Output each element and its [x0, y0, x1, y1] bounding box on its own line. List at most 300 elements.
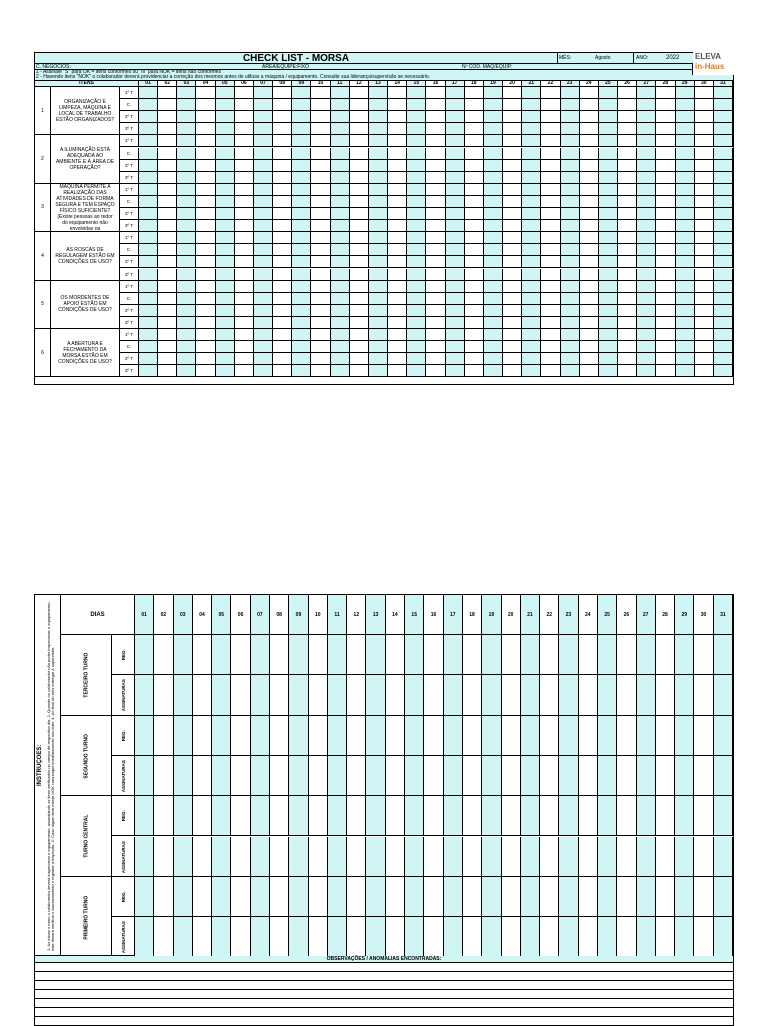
signature-cell[interactable] [694, 796, 713, 836]
check-cell[interactable] [465, 208, 484, 220]
check-cell[interactable] [714, 135, 733, 147]
check-cell[interactable] [350, 365, 369, 377]
check-cell[interactable] [254, 317, 273, 329]
check-cell[interactable] [695, 329, 714, 341]
check-cell[interactable] [350, 329, 369, 341]
signature-cell[interactable] [424, 837, 443, 877]
check-cell[interactable] [656, 281, 675, 293]
signature-cell[interactable] [289, 796, 308, 836]
check-cell[interactable] [465, 111, 484, 123]
check-cell[interactable] [407, 99, 426, 111]
check-cell[interactable] [235, 353, 254, 365]
check-cell[interactable] [522, 353, 541, 365]
check-cell[interactable] [216, 305, 235, 317]
check-cell[interactable] [637, 135, 656, 147]
signature-cell[interactable] [386, 917, 405, 957]
check-cell[interactable] [637, 184, 656, 196]
check-cell[interactable] [541, 208, 560, 220]
check-cell[interactable] [618, 232, 637, 244]
check-cell[interactable] [618, 99, 637, 111]
check-cell[interactable] [388, 317, 407, 329]
check-cell[interactable] [561, 256, 580, 268]
check-cell[interactable] [426, 293, 445, 305]
check-cell[interactable] [656, 256, 675, 268]
check-cell[interactable] [292, 208, 311, 220]
check-cell[interactable] [216, 184, 235, 196]
signature-cell[interactable] [212, 716, 231, 756]
check-cell[interactable] [503, 220, 522, 232]
check-cell[interactable] [484, 269, 503, 281]
check-cell[interactable] [216, 256, 235, 268]
check-cell[interactable] [407, 281, 426, 293]
check-cell[interactable] [311, 256, 330, 268]
signature-cell[interactable] [694, 877, 713, 917]
check-cell[interactable] [158, 317, 177, 329]
check-cell[interactable] [618, 196, 637, 208]
check-cell[interactable] [561, 184, 580, 196]
check-cell[interactable] [196, 365, 215, 377]
signature-cell[interactable] [559, 796, 578, 836]
check-cell[interactable] [503, 353, 522, 365]
check-cell[interactable] [446, 353, 465, 365]
check-cell[interactable] [196, 99, 215, 111]
signature-cell[interactable] [270, 796, 289, 836]
check-cell[interactable] [273, 341, 292, 353]
signature-cell[interactable] [251, 675, 270, 715]
check-cell[interactable] [350, 111, 369, 123]
signature-cell[interactable] [656, 877, 675, 917]
signature-cell[interactable] [366, 877, 385, 917]
check-cell[interactable] [369, 99, 388, 111]
observation-line[interactable] [34, 990, 734, 999]
signature-cell[interactable] [637, 837, 656, 877]
check-cell[interactable] [350, 232, 369, 244]
check-cell[interactable] [407, 135, 426, 147]
check-cell[interactable] [331, 256, 350, 268]
signature-cell[interactable] [714, 837, 733, 877]
check-cell[interactable] [292, 196, 311, 208]
signature-cell[interactable] [251, 877, 270, 917]
check-cell[interactable] [656, 220, 675, 232]
check-cell[interactable] [561, 196, 580, 208]
check-cell[interactable] [331, 232, 350, 244]
check-cell[interactable] [388, 184, 407, 196]
signature-cell[interactable] [617, 756, 636, 796]
check-cell[interactable] [503, 281, 522, 293]
check-cell[interactable] [618, 148, 637, 160]
check-cell[interactable] [196, 184, 215, 196]
check-cell[interactable] [235, 220, 254, 232]
check-cell[interactable] [331, 220, 350, 232]
check-cell[interactable] [599, 293, 618, 305]
signature-cell[interactable] [637, 877, 656, 917]
check-cell[interactable] [139, 269, 158, 281]
check-cell[interactable] [714, 196, 733, 208]
signature-cell[interactable] [328, 756, 347, 796]
check-cell[interactable] [311, 305, 330, 317]
check-cell[interactable] [292, 220, 311, 232]
signature-cell[interactable] [521, 796, 540, 836]
check-cell[interactable] [177, 87, 196, 99]
check-cell[interactable] [311, 135, 330, 147]
check-cell[interactable] [235, 123, 254, 135]
signature-cell[interactable] [482, 877, 501, 917]
signature-cell[interactable] [309, 877, 328, 917]
signature-cell[interactable] [193, 635, 212, 675]
signature-cell[interactable] [309, 716, 328, 756]
signature-cell[interactable] [328, 837, 347, 877]
signature-cell[interactable] [174, 756, 193, 796]
signature-cell[interactable] [328, 917, 347, 957]
check-cell[interactable] [446, 244, 465, 256]
signature-cell[interactable] [174, 675, 193, 715]
check-cell[interactable] [446, 87, 465, 99]
check-cell[interactable] [580, 329, 599, 341]
check-cell[interactable] [158, 293, 177, 305]
check-cell[interactable] [618, 365, 637, 377]
check-cell[interactable] [599, 123, 618, 135]
signature-cell[interactable] [579, 675, 598, 715]
check-cell[interactable] [139, 99, 158, 111]
signature-cell[interactable] [193, 917, 212, 957]
check-cell[interactable] [656, 329, 675, 341]
check-cell[interactable] [561, 293, 580, 305]
check-cell[interactable] [350, 196, 369, 208]
signature-cell[interactable] [463, 796, 482, 836]
check-cell[interactable] [235, 256, 254, 268]
check-cell[interactable] [369, 317, 388, 329]
signature-cell[interactable] [386, 837, 405, 877]
check-cell[interactable] [714, 148, 733, 160]
check-cell[interactable] [580, 281, 599, 293]
check-cell[interactable] [369, 135, 388, 147]
check-cell[interactable] [637, 196, 656, 208]
check-cell[interactable] [484, 99, 503, 111]
check-cell[interactable] [254, 184, 273, 196]
check-cell[interactable] [676, 160, 695, 172]
check-cell[interactable] [311, 99, 330, 111]
signature-cell[interactable] [386, 756, 405, 796]
check-cell[interactable] [599, 87, 618, 99]
signature-cell[interactable] [540, 796, 559, 836]
check-cell[interactable] [561, 148, 580, 160]
check-cell[interactable] [254, 365, 273, 377]
check-cell[interactable] [426, 244, 445, 256]
check-cell[interactable] [656, 148, 675, 160]
check-cell[interactable] [618, 160, 637, 172]
signature-cell[interactable] [521, 837, 540, 877]
signature-cell[interactable] [714, 917, 733, 957]
check-cell[interactable] [656, 196, 675, 208]
check-cell[interactable] [331, 341, 350, 353]
signature-cell[interactable] [154, 756, 173, 796]
check-cell[interactable] [676, 232, 695, 244]
check-cell[interactable] [292, 353, 311, 365]
check-cell[interactable] [541, 317, 560, 329]
check-cell[interactable] [656, 99, 675, 111]
check-cell[interactable] [522, 232, 541, 244]
check-cell[interactable] [599, 99, 618, 111]
check-cell[interactable] [695, 148, 714, 160]
signature-cell[interactable] [675, 796, 694, 836]
signature-cell[interactable] [135, 877, 154, 917]
check-cell[interactable] [273, 111, 292, 123]
check-cell[interactable] [388, 87, 407, 99]
check-cell[interactable] [541, 220, 560, 232]
check-cell[interactable] [695, 281, 714, 293]
check-cell[interactable] [465, 281, 484, 293]
check-cell[interactable] [676, 99, 695, 111]
signature-cell[interactable] [347, 837, 366, 877]
check-cell[interactable] [541, 172, 560, 184]
check-cell[interactable] [196, 123, 215, 135]
signature-cell[interactable] [521, 716, 540, 756]
check-cell[interactable] [426, 232, 445, 244]
signature-cell[interactable] [212, 796, 231, 836]
check-cell[interactable] [158, 305, 177, 317]
check-cell[interactable] [196, 353, 215, 365]
check-cell[interactable] [273, 317, 292, 329]
check-cell[interactable] [714, 317, 733, 329]
check-cell[interactable] [292, 123, 311, 135]
check-cell[interactable] [292, 317, 311, 329]
check-cell[interactable] [561, 111, 580, 123]
check-cell[interactable] [254, 244, 273, 256]
check-cell[interactable] [618, 293, 637, 305]
signature-cell[interactable] [154, 917, 173, 957]
signature-cell[interactable] [540, 837, 559, 877]
observation-line[interactable] [34, 999, 734, 1008]
check-cell[interactable] [196, 244, 215, 256]
check-cell[interactable] [561, 87, 580, 99]
check-cell[interactable] [331, 281, 350, 293]
check-cell[interactable] [311, 123, 330, 135]
check-cell[interactable] [311, 317, 330, 329]
check-cell[interactable] [541, 341, 560, 353]
check-cell[interactable] [714, 341, 733, 353]
check-cell[interactable] [618, 208, 637, 220]
check-cell[interactable] [599, 353, 618, 365]
check-cell[interactable] [446, 269, 465, 281]
check-cell[interactable] [446, 365, 465, 377]
check-cell[interactable] [388, 220, 407, 232]
check-cell[interactable] [273, 123, 292, 135]
check-cell[interactable] [618, 123, 637, 135]
check-cell[interactable] [254, 135, 273, 147]
check-cell[interactable] [695, 317, 714, 329]
check-cell[interactable] [580, 317, 599, 329]
check-cell[interactable] [235, 244, 254, 256]
check-cell[interactable] [637, 269, 656, 281]
signature-cell[interactable] [444, 837, 463, 877]
signature-cell[interactable] [347, 635, 366, 675]
check-cell[interactable] [407, 269, 426, 281]
check-cell[interactable] [618, 256, 637, 268]
signature-cell[interactable] [231, 635, 250, 675]
signature-cell[interactable] [694, 675, 713, 715]
check-cell[interactable] [580, 87, 599, 99]
check-cell[interactable] [350, 208, 369, 220]
signature-cell[interactable] [482, 716, 501, 756]
signature-cell[interactable] [617, 877, 636, 917]
check-cell[interactable] [158, 365, 177, 377]
check-cell[interactable] [216, 160, 235, 172]
check-cell[interactable] [714, 208, 733, 220]
check-cell[interactable] [522, 244, 541, 256]
check-cell[interactable] [503, 293, 522, 305]
check-cell[interactable] [465, 220, 484, 232]
check-cell[interactable] [522, 317, 541, 329]
check-cell[interactable] [273, 99, 292, 111]
check-cell[interactable] [561, 208, 580, 220]
signature-cell[interactable] [231, 716, 250, 756]
check-cell[interactable] [273, 305, 292, 317]
check-cell[interactable] [311, 329, 330, 341]
check-cell[interactable] [388, 293, 407, 305]
check-cell[interactable] [235, 208, 254, 220]
check-cell[interactable] [676, 123, 695, 135]
check-cell[interactable] [446, 281, 465, 293]
check-cell[interactable] [235, 87, 254, 99]
check-cell[interactable] [637, 220, 656, 232]
signature-cell[interactable] [174, 917, 193, 957]
check-cell[interactable] [695, 232, 714, 244]
check-cell[interactable] [503, 244, 522, 256]
check-cell[interactable] [196, 305, 215, 317]
check-cell[interactable] [331, 317, 350, 329]
check-cell[interactable] [599, 135, 618, 147]
check-cell[interactable] [561, 99, 580, 111]
check-cell[interactable] [714, 269, 733, 281]
check-cell[interactable] [541, 123, 560, 135]
check-cell[interactable] [484, 87, 503, 99]
signature-cell[interactable] [135, 756, 154, 796]
signature-cell[interactable] [135, 716, 154, 756]
signature-cell[interactable] [502, 716, 521, 756]
signature-cell[interactable] [270, 917, 289, 957]
check-cell[interactable] [311, 196, 330, 208]
check-cell[interactable] [676, 244, 695, 256]
signature-cell[interactable] [212, 877, 231, 917]
check-cell[interactable] [580, 293, 599, 305]
signature-cell[interactable] [424, 756, 443, 796]
check-cell[interactable] [599, 208, 618, 220]
signature-cell[interactable] [289, 635, 308, 675]
check-cell[interactable] [561, 353, 580, 365]
signature-cell[interactable] [675, 877, 694, 917]
check-cell[interactable] [695, 160, 714, 172]
check-cell[interactable] [254, 256, 273, 268]
signature-cell[interactable] [598, 837, 617, 877]
check-cell[interactable] [484, 148, 503, 160]
signature-cell[interactable] [328, 716, 347, 756]
signature-cell[interactable] [617, 635, 636, 675]
check-cell[interactable] [714, 293, 733, 305]
signature-cell[interactable] [482, 917, 501, 957]
check-cell[interactable] [158, 232, 177, 244]
check-cell[interactable] [388, 232, 407, 244]
check-cell[interactable] [599, 232, 618, 244]
check-cell[interactable] [254, 123, 273, 135]
check-cell[interactable] [196, 148, 215, 160]
signature-cell[interactable] [309, 675, 328, 715]
check-cell[interactable] [656, 341, 675, 353]
check-cell[interactable] [292, 172, 311, 184]
check-cell[interactable] [426, 160, 445, 172]
check-cell[interactable] [637, 305, 656, 317]
signature-cell[interactable] [482, 675, 501, 715]
check-cell[interactable] [177, 184, 196, 196]
check-cell[interactable] [618, 269, 637, 281]
check-cell[interactable] [676, 184, 695, 196]
check-cell[interactable] [484, 341, 503, 353]
signature-cell[interactable] [366, 837, 385, 877]
check-cell[interactable] [426, 123, 445, 135]
check-cell[interactable] [196, 232, 215, 244]
check-cell[interactable] [139, 232, 158, 244]
check-cell[interactable] [331, 111, 350, 123]
check-cell[interactable] [637, 341, 656, 353]
check-cell[interactable] [273, 184, 292, 196]
signature-cell[interactable] [405, 635, 424, 675]
check-cell[interactable] [656, 208, 675, 220]
check-cell[interactable] [446, 293, 465, 305]
check-cell[interactable] [637, 256, 656, 268]
check-cell[interactable] [235, 172, 254, 184]
check-cell[interactable] [292, 305, 311, 317]
check-cell[interactable] [503, 305, 522, 317]
signature-cell[interactable] [212, 675, 231, 715]
check-cell[interactable] [331, 353, 350, 365]
check-cell[interactable] [465, 341, 484, 353]
check-cell[interactable] [446, 123, 465, 135]
check-cell[interactable] [158, 148, 177, 160]
signature-cell[interactable] [714, 796, 733, 836]
check-cell[interactable] [580, 244, 599, 256]
check-cell[interactable] [426, 220, 445, 232]
check-cell[interactable] [235, 135, 254, 147]
check-cell[interactable] [446, 172, 465, 184]
check-cell[interactable] [484, 232, 503, 244]
check-cell[interactable] [331, 172, 350, 184]
check-cell[interactable] [695, 172, 714, 184]
check-cell[interactable] [561, 281, 580, 293]
check-cell[interactable] [656, 244, 675, 256]
check-cell[interactable] [714, 232, 733, 244]
check-cell[interactable] [484, 281, 503, 293]
check-cell[interactable] [196, 87, 215, 99]
check-cell[interactable] [254, 329, 273, 341]
check-cell[interactable] [139, 111, 158, 123]
signature-cell[interactable] [656, 675, 675, 715]
check-cell[interactable] [426, 208, 445, 220]
check-cell[interactable] [388, 305, 407, 317]
check-cell[interactable] [369, 184, 388, 196]
check-cell[interactable] [503, 232, 522, 244]
check-cell[interactable] [273, 220, 292, 232]
check-cell[interactable] [676, 172, 695, 184]
check-cell[interactable] [446, 220, 465, 232]
check-cell[interactable] [541, 269, 560, 281]
check-cell[interactable] [369, 281, 388, 293]
check-cell[interactable] [350, 184, 369, 196]
check-cell[interactable] [369, 111, 388, 123]
check-cell[interactable] [465, 87, 484, 99]
check-cell[interactable] [254, 87, 273, 99]
check-cell[interactable] [426, 256, 445, 268]
check-cell[interactable] [656, 317, 675, 329]
check-cell[interactable] [522, 148, 541, 160]
